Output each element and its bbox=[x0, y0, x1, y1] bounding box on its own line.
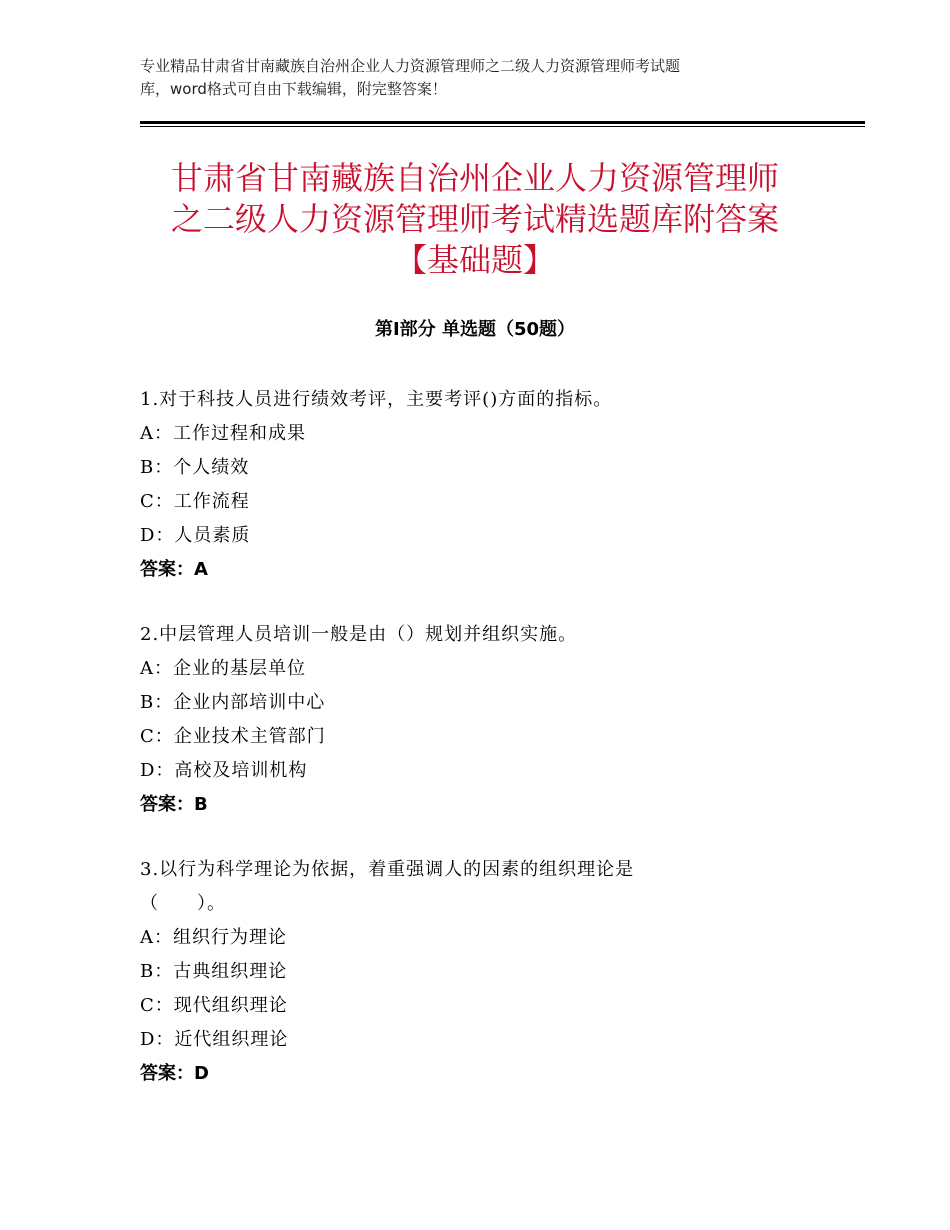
option-a: A：工作过程和成果 bbox=[140, 423, 306, 444]
question-3 bbox=[140, 853, 840, 1091]
question-stem-line: （ ）。 bbox=[140, 893, 226, 914]
question-stem-line: 2.中层管理人员培训一般是由（）规划并组织实施。 bbox=[140, 624, 578, 645]
header-note-line-1: 专业精品甘肃省甘南藏族自治州企业人力资源管理师之二级人力资源管理师考试题 bbox=[140, 57, 681, 75]
question-stem-line: 3.以行为科学理论为依据，着重强调人的因素的组织理论是 bbox=[140, 859, 635, 880]
option-d: D：人员素质 bbox=[140, 525, 251, 546]
option-d: D：近代组织理论 bbox=[140, 1029, 289, 1050]
header-note-line-2: 库，word格式可自由下载编辑，附完整答案！ bbox=[140, 80, 447, 98]
option-c: C：现代组织理论 bbox=[140, 995, 288, 1016]
question-1 bbox=[140, 383, 840, 587]
document-title bbox=[100, 158, 850, 281]
section-title: 第Ⅰ部分 单选题（50题） bbox=[374, 319, 575, 340]
document-title-line-3: 【基础题】 bbox=[394, 241, 555, 279]
option-b: B：企业内部培训中心 bbox=[140, 692, 326, 713]
option-b: B：古典组织理论 bbox=[140, 961, 288, 982]
option-c: C：企业技术主管部门 bbox=[140, 726, 326, 747]
document-title-line-2: 之二级人力资源管理师考试精选题库附答案 bbox=[170, 200, 779, 238]
header-rule-thick bbox=[140, 121, 865, 124]
answer-label: 答案：B bbox=[140, 794, 208, 815]
option-d: D：高校及培训机构 bbox=[140, 760, 308, 781]
question-stem bbox=[140, 383, 840, 417]
answer-label: 答案：A bbox=[140, 559, 208, 580]
question-list bbox=[140, 383, 840, 1122]
question-stem bbox=[140, 853, 840, 921]
option-a: A：企业的基层单位 bbox=[140, 658, 306, 679]
header-note bbox=[140, 55, 830, 101]
answer-label: 答案：D bbox=[140, 1063, 209, 1084]
option-a: A：组织行为理论 bbox=[140, 927, 287, 948]
header-rule-thin bbox=[140, 126, 865, 127]
option-c: C：工作流程 bbox=[140, 491, 250, 512]
question-2 bbox=[140, 618, 840, 822]
question-stem-line: 1.对于科技人员进行绩效考评，主要考评()方面的指标。 bbox=[140, 389, 613, 410]
option-b: B：个人绩效 bbox=[140, 457, 250, 478]
question-stem bbox=[140, 618, 840, 652]
document-title-line-1: 甘肃省甘南藏族自治州企业人力资源管理师 bbox=[170, 159, 779, 197]
